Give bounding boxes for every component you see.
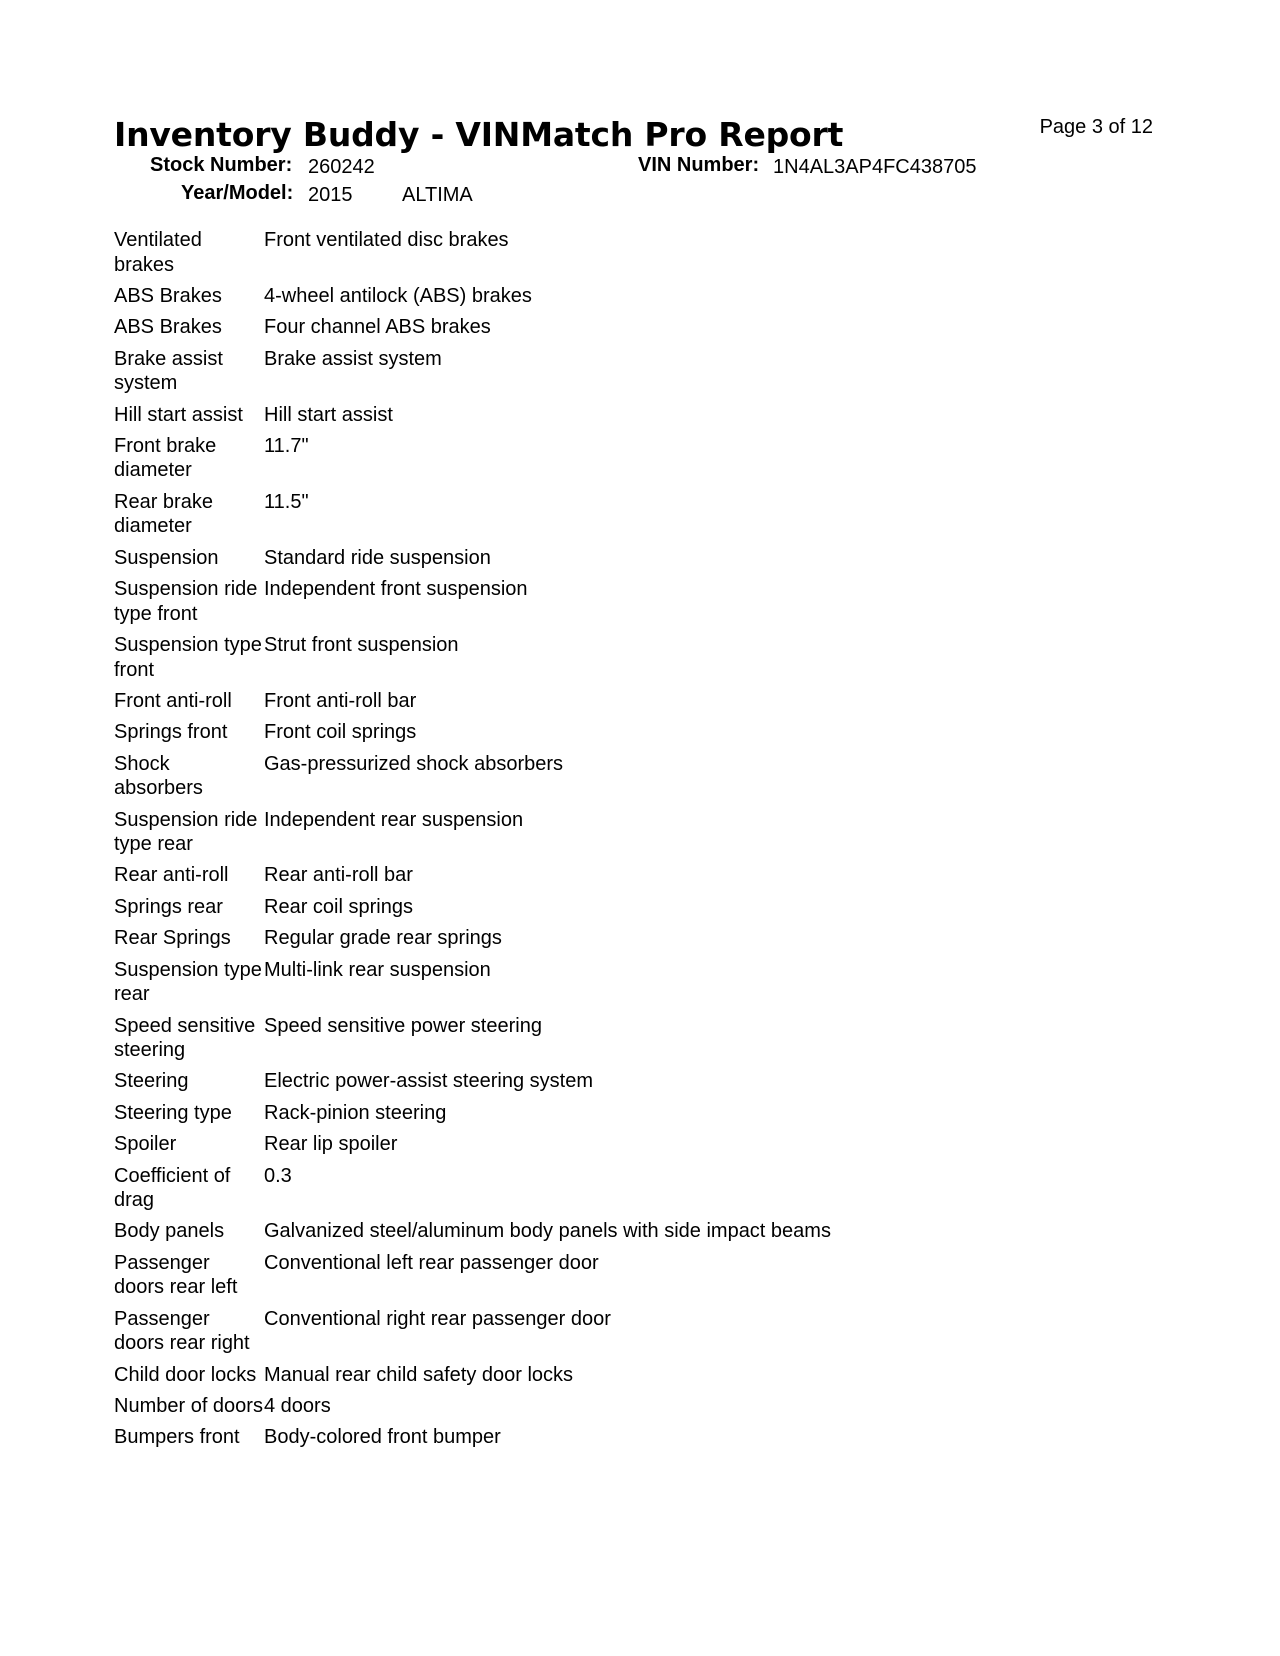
spec-value: Hill start assist	[264, 403, 393, 426]
spec-row	[114, 1251, 1114, 1300]
spec-value: Front coil springs	[264, 721, 417, 744]
spec-row	[114, 546, 1114, 571]
spec-value: 11.7"	[264, 434, 309, 457]
spec-label: Number of doors	[114, 1395, 263, 1418]
spec-label: Suspension type rear	[114, 958, 262, 1006]
spec-value: Independent front suspension	[264, 578, 528, 601]
spec-label: Front anti-roll	[114, 689, 232, 712]
spec-value: Conventional right rear passenger door	[264, 1307, 611, 1330]
spec-label: Speed sensitive steering	[114, 1014, 256, 1062]
spec-row	[114, 1069, 1114, 1094]
spec-table	[114, 228, 1114, 1457]
spec-label: Passenger doors rear right	[114, 1307, 250, 1355]
spec-row	[114, 490, 1114, 539]
spec-row	[114, 434, 1114, 483]
spec-label: Shock absorbers	[114, 752, 203, 800]
spec-row	[114, 720, 1114, 745]
spec-label: Steering type	[114, 1101, 232, 1124]
spec-row	[114, 689, 1114, 714]
spec-value: Brake assist system	[264, 347, 442, 370]
spec-value: Standard ride suspension	[264, 546, 491, 569]
spec-value: Conventional left rear passenger door	[264, 1251, 599, 1274]
spec-value: Front anti-roll bar	[264, 689, 417, 712]
spec-label: Coefficient of drag	[114, 1164, 231, 1212]
spec-label: Suspension	[114, 546, 219, 569]
spec-value: Rack-pinion steering	[264, 1101, 447, 1124]
year-model-label: Year/Model:	[181, 182, 294, 204]
spec-label: Bumpers front	[114, 1426, 240, 1449]
spec-row	[114, 1014, 1114, 1063]
spec-value: 4-wheel antilock (ABS) brakes	[264, 284, 532, 307]
vin-number-value: 1N4AL3AP4FC438705	[773, 156, 977, 178]
spec-value: 0.3	[264, 1164, 292, 1187]
spec-label: Hill start assist	[114, 403, 243, 426]
spec-value: Galvanized steel/aluminum body panels with side impact beams	[264, 1220, 831, 1243]
spec-value: Strut front suspension	[264, 634, 459, 657]
spec-value: Speed sensitive power steering	[264, 1014, 542, 1037]
spec-row	[114, 1164, 1114, 1213]
spec-row	[114, 1101, 1114, 1126]
spec-row	[114, 577, 1114, 626]
spec-value: Regular grade rear springs	[264, 927, 502, 950]
spec-row	[114, 1394, 1114, 1419]
spec-label: Child door locks	[114, 1363, 257, 1386]
spec-row	[114, 403, 1114, 428]
stock-number-value: 260242	[308, 156, 375, 178]
spec-label: Front brake diameter	[114, 434, 217, 482]
spec-row	[114, 1219, 1114, 1244]
spec-row	[114, 895, 1114, 920]
spec-row	[114, 228, 1114, 277]
spec-label: Springs rear	[114, 895, 223, 918]
spec-label: Passenger doors rear left	[114, 1251, 238, 1299]
spec-row	[114, 926, 1114, 951]
spec-label: Suspension type front	[114, 634, 262, 681]
spec-label: Suspension ride type rear	[114, 808, 258, 856]
year-value: 2015	[308, 184, 353, 206]
spec-value: Independent rear suspension	[264, 808, 524, 831]
spec-value: Gas-pressurized shock absorbers	[264, 752, 564, 775]
spec-row	[114, 347, 1114, 396]
spec-value: Manual rear child safety door locks	[264, 1363, 574, 1386]
spec-value: Four channel ABS brakes	[264, 316, 491, 339]
spec-row	[114, 1425, 1114, 1450]
vin-number-label: VIN Number:	[638, 154, 760, 176]
spec-value: Rear coil springs	[264, 895, 413, 918]
spec-row	[114, 1307, 1114, 1356]
spec-label: Steering	[114, 1070, 189, 1093]
spec-label: Rear brake diameter	[114, 490, 213, 538]
spec-label: ABS Brakes	[114, 316, 222, 339]
spec-row	[114, 315, 1114, 340]
spec-value: 11.5"	[264, 490, 309, 513]
spec-label: Ventilated brakes	[114, 229, 202, 276]
spec-row	[114, 863, 1114, 888]
stock-number-label: Stock Number:	[150, 154, 293, 176]
spec-value: Electric power-assist steering system	[264, 1070, 593, 1093]
spec-row	[114, 1132, 1114, 1157]
model-value: ALTIMA	[402, 184, 473, 206]
spec-row	[114, 284, 1114, 309]
spec-value: Rear anti-roll bar	[264, 864, 413, 887]
spec-value: Body-colored front bumper	[264, 1426, 501, 1449]
report-title: Inventory Buddy - VINMatch Pro Report	[114, 115, 844, 154]
spec-value: Multi-link rear suspension	[264, 958, 491, 981]
spec-value: 4 doors	[264, 1395, 331, 1418]
spec-label: Rear Springs	[114, 927, 231, 950]
spec-label: Suspension ride type front	[114, 578, 258, 625]
spec-value: Front ventilated disc brakes	[264, 229, 509, 251]
page-number: Page 3 of 12	[1039, 116, 1153, 138]
spec-label: Springs front	[114, 721, 228, 744]
spec-row	[114, 958, 1114, 1007]
spec-row	[114, 808, 1114, 857]
spec-row	[114, 1363, 1114, 1388]
spec-label: ABS Brakes	[114, 284, 222, 307]
spec-row	[114, 633, 1114, 682]
spec-label: Brake assist system	[114, 347, 223, 395]
spec-row	[114, 752, 1114, 801]
spec-label: Spoiler	[114, 1133, 177, 1156]
spec-label: Rear anti-roll	[114, 864, 229, 887]
spec-value: Rear lip spoiler	[264, 1133, 398, 1156]
spec-label: Body panels	[114, 1220, 225, 1243]
